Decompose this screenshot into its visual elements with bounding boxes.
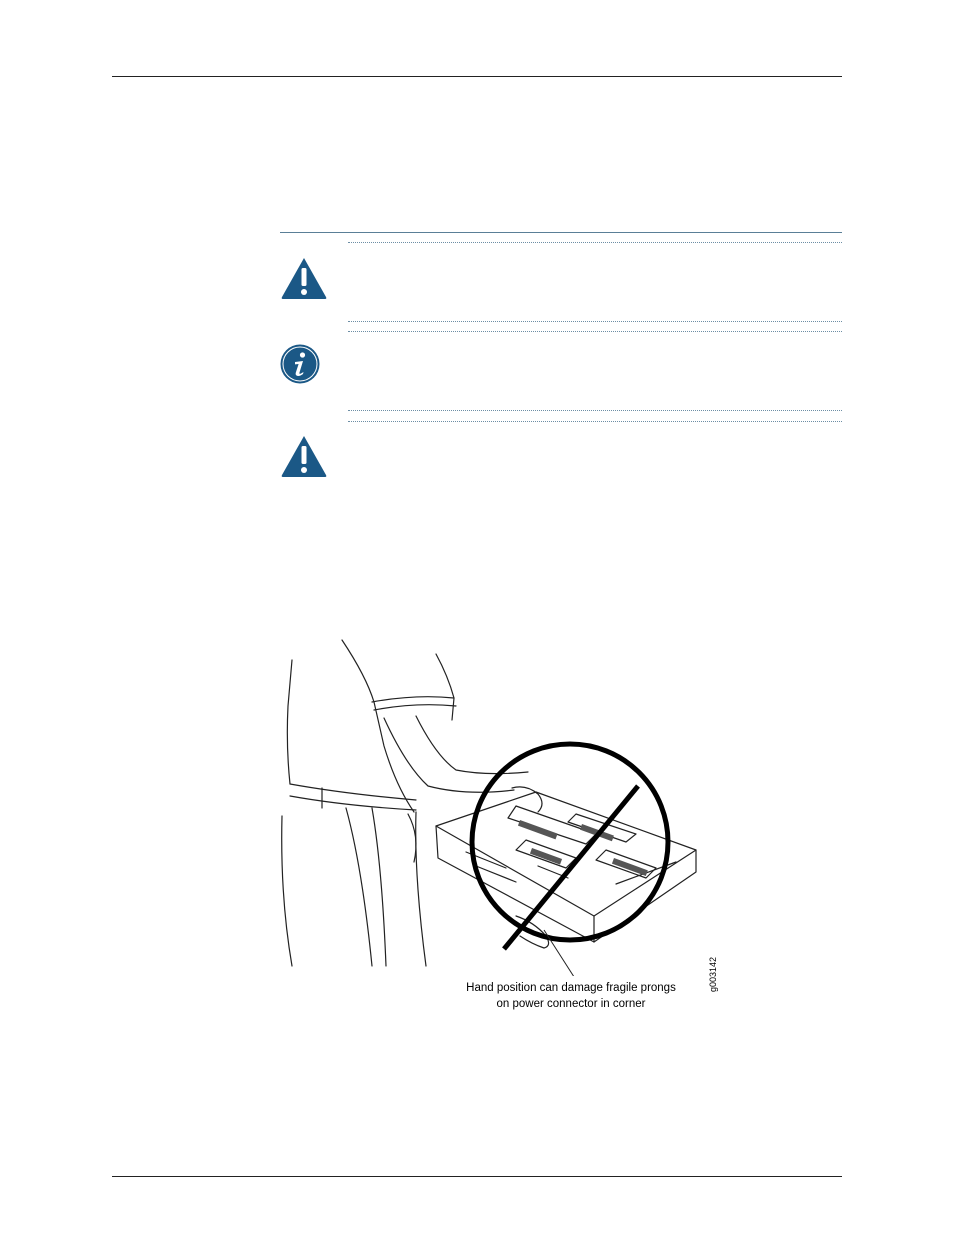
notice-divider [348,242,842,243]
caption-line-2: on power connector in corner [496,998,646,1010]
warning-triangle-icon [280,256,328,300]
notice-top-rule [280,232,842,233]
warning-triangle-icon [280,434,328,478]
figure-id: g003142 [708,956,718,992]
figure-caption [466,980,676,1012]
notice-divider [348,421,842,422]
header-rule [112,76,842,77]
notice-divider [348,331,842,332]
footer-rule [112,1176,842,1177]
info-icon [280,344,320,384]
caption-line-1: Hand position can damage fragile prongs [466,982,676,994]
illustration-person-holding-board [276,636,726,976]
figure-incorrect-hand-position [276,636,726,1016]
notice-block [280,232,842,482]
notice-divider [348,321,842,322]
prohibition-sign [472,744,668,949]
notice-divider [348,410,842,411]
